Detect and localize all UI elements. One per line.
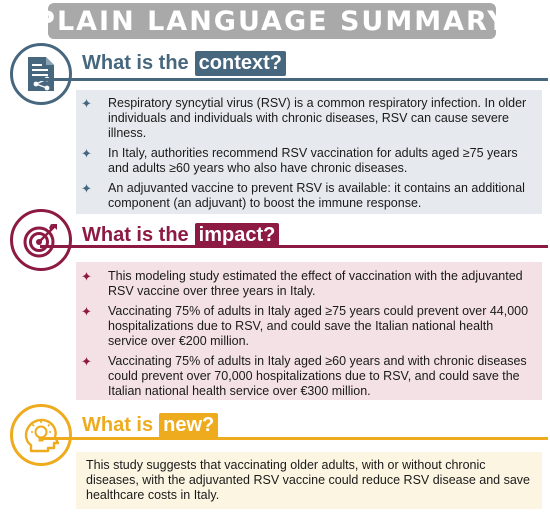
head-lightbulb-icon	[21, 415, 61, 455]
context-icon-circle	[10, 43, 72, 105]
bullet-icon: ✦	[81, 146, 92, 161]
impact-list	[81, 269, 530, 399]
new-heading	[82, 413, 218, 438]
bullet-icon: ✦	[81, 354, 92, 369]
banner-title: PLAIN LANGUAGE SUMMARY	[35, 5, 509, 37]
document-share-icon	[24, 55, 58, 93]
list-item: ✦ In Italy, authorities recommend RSV vaccination for adults aged ≥75 years and adults ≥60 years who also have chronic diseases.	[81, 146, 518, 175]
context-rule	[40, 78, 548, 81]
new-heading-prefix: What is	[82, 414, 154, 436]
target-arrow-icon	[21, 220, 61, 260]
bullet-icon: ✦	[81, 181, 92, 196]
bullet-icon: ✦	[81, 269, 92, 284]
context-box	[76, 90, 542, 214]
list-item: ✦ Vaccinating 75% of adults in Italy aged ≥60 years and with chronic diseases could prevent over 70,000 hospitalizations due to RSV, and could save the Italian national health service over €300 million.	[81, 354, 527, 398]
impact-icon-circle	[10, 209, 72, 271]
new-icon-circle	[10, 404, 72, 466]
context-heading-prefix: What is the	[82, 52, 189, 74]
list-item: ✦ This modeling study estimated the effect of vaccination with the adjuvanted RSV vaccine over three years in Italy.	[81, 269, 523, 298]
context-list	[81, 96, 530, 211]
summary-banner	[35, 3, 509, 39]
impact-heading-highlight: impact?	[195, 223, 280, 248]
impact-heading	[82, 223, 279, 248]
impact-heading-prefix: What is the	[82, 224, 189, 246]
bullet-icon: ✦	[81, 304, 92, 319]
impact-box	[76, 262, 542, 400]
context-heading-highlight: context?	[195, 51, 286, 76]
new-text: This study suggests that vaccinating older adults, with or without chronic diseases, with the adjuvanted RSV vaccine could reduce RSV disease and save healthcare costs in Italy.	[86, 458, 531, 502]
new-box	[76, 452, 542, 509]
list-item: ✦ An adjuvanted vaccine to prevent RSV is available: it contains an additional component (an adjuvant) to boost the immune response.	[81, 181, 525, 210]
list-item: ✦ Vaccinating 75% of adults in Italy aged ≥75 years could prevent over 44,000 hospitalizations due to RSV, and could save the Italian national health service over €200 million.	[81, 304, 529, 348]
list-item: ✦ Respiratory syncytial virus (RSV) is a common respiratory infection. In older individuals and individuals with chronic diseases, RSV can cause severe illness.	[81, 96, 527, 140]
bullet-icon: ✦	[81, 96, 92, 111]
context-heading	[82, 51, 286, 76]
new-heading-highlight: new?	[159, 413, 218, 438]
